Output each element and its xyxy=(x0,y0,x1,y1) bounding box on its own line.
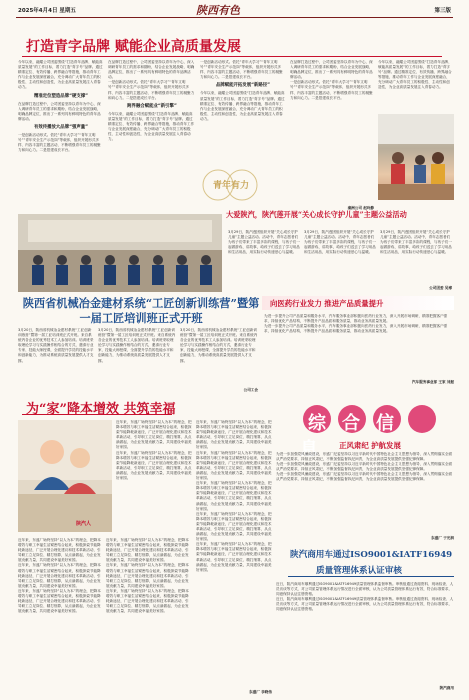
article3-p2: 3月20日，陕西省机械冶金建材系统“工匠创新训练营”暨第一届工匠培训班正式开班。来自系统内各企业的优秀技术工人参加培训。培训班采取理论学习与实践操作相结合的方式，邀请行业专家、技能大师授课，全面提升学员的技能水平和创新能力，为推动系统高质量发展提供人才支撑。 xyxy=(98,328,176,363)
article5-col1 xyxy=(116,420,192,532)
article5-photo xyxy=(18,420,112,532)
article5-col3-p1: 近年来，东盛厂始终坚持“以人为本”的理念，把降本增效与职工幸福生活紧密结合起来，积极探索节能降耗新途径，广泛开展合理化建议和技术革新活动，引导职工立足岗位、精打细算，从点滴做起，为企业发展贡献力量，共同建设幸福美好家园。 xyxy=(106,538,189,563)
article1-col5-p1: 今年以来，融耀公司团委围绕“打造青年品牌、赋能高质量发展”的工作目标，着力打造“青字号”品牌。通过精准定位、有效传播、跨界融合等措施，推动青年工作与企业发展深度融合，充分调动广大青年员工的积极性、主动性和创造性，为企业高质量发展注入青春动力。 xyxy=(378,60,452,90)
article2-col1 xyxy=(228,230,300,292)
article5-col4-p4: 近年来，东盛厂始终坚持“以人为本”的理念，把降本增效与职工幸福生活紧密结合起来，积极探索节能降耗新途径，广泛开展合理化建议和技术革新活动，引导职工立足岗位、精打细算，从点滴做起，为企业发展贡献力量，共同建设幸福美好家园。 xyxy=(196,511,272,542)
article5-title-rule xyxy=(22,414,172,415)
article1-author: 秦洲公司 赵玲静 xyxy=(347,206,374,210)
article5-col3-p3: 近年来，东盛厂始终坚持“以人为本”的理念，把降本增效与职工幸福生活紧密结合起来，积极探索节能降耗新途径，广泛开展合理化建议和技术革新活动，引导职工立足岗位、精打细算，从点滴做起，为企业发展贡献力量，共同建设幸福美好家园。 xyxy=(106,588,189,614)
article7-p1: 近日，陕汽商用车顺利通过ISO9001&IATF16949质量管理体系监督审核。审核组通过查阅资料、现场检查、人员访谈等方式，对公司质量管理体系运行情况进行全面审核，认为公司质量管理体系运行有效，符合标准要求，同意保持认证注册资格。 xyxy=(276,582,454,597)
article5-author: 东盛厂 李晓伟 xyxy=(249,690,272,694)
article7-title-line1: 陕汽商用车通过ISO9001&IATF16949 xyxy=(290,550,453,560)
article1-col1-p2: 在品牌打造过程中，公司团委坚持以青年为中心，深入调研青年员工的需求和期盼，结合企业发展战略，明确品牌定位，推出了一系列具有鲜明特色的青年品牌活动。 xyxy=(18,101,101,121)
article1-sub4: 品牌赋能开拓发展“新路径” xyxy=(215,83,271,89)
article4-title: 向医药行业发力 推进产品质量提升 xyxy=(270,299,384,308)
article5-col2-p2: 近年来，东盛厂始终坚持“以人为本”的理念，把降本增效与职工幸福生活紧密结合起来，积极探索节能降耗新途径，广泛开展合理化建议和技术革新活动，引导职工立足岗位、精打细算，从点滴做起，为企业发展贡献力量，共同建设幸福美好家园。 xyxy=(18,563,101,588)
article1-photo xyxy=(18,214,222,292)
article5-col2 xyxy=(18,538,102,694)
article3-col3 xyxy=(180,328,258,388)
article6-p3: 为进一步加强党风廉政建设，东盛厂纪委坚持以习近平新时代中国特色社会主义思想为指导，深入贯彻落实全面从严治党要求，持续正风肃纪，不断加强监督执纪问责，为企业高质量发展提供坚强纪律保障。 xyxy=(276,472,453,482)
article1-col2-p3: 今年以来，融耀公司团委围绕“打造青年品牌、赋能高质量发展”的工作目标，着力打造“青字号”品牌。通过精准定位、有效传播、跨界融合等措施，推动青年工作与企业发展深度融合，充分调动广大青年员工的积极性、主动性和创造性，为企业高质量发展注入青春动力。 xyxy=(108,111,195,142)
article7-p2: 近日，陕汽商用车顺利通过ISO9001&IATF16949质量管理体系监督审核。审核组通过查阅资料、现场检查、人员访谈等方式，对公司质量管理体系运行情况进行全面审核，认为公司质量管理体系运行有效，符合标准要求，同意保持认证注册资格。 xyxy=(276,597,454,612)
article2-p3: 3月29日，陕汽莲团组织开展“关心成长守护儿童”主题公益活动。活动中，青年志愿者们为孩子们带来了丰富多彩的课程，与孩子们一起做游戏、讲故事，给孩子们送去了学习用品和生活用品，用实际行动传递爱心与温暖。 xyxy=(380,230,452,255)
article2-p2: 3月29日，陕汽莲团组织开展“关心成长守护儿童”主题公益活动。活动中，青年志愿者们为孩子们带来了丰富多彩的课程，与孩子们一起做游戏、讲故事，给孩子们送去了学习用品和生活用品，用实际行动传递爱心与温暖。 xyxy=(304,230,376,255)
article3-title: 陕西省机械冶金建材系统“工匠创新训练营”暨第一届工匠培训班正式开班 xyxy=(22,296,260,325)
article5-col3 xyxy=(106,538,192,694)
article3-col1 xyxy=(18,328,94,394)
article5-title: 为“家”降本增效 共筑幸福 xyxy=(26,402,176,417)
article3-p1: 3月20日，陕西省机械冶金建材系统“工匠创新训练营”暨第一届工匠培训班正式开班。来自系统内各企业的优秀技术工人参加培训。培训班采取理论学习与实践操作相结合的方式，邀请行业专家、技能大师授课，全面提升学员的技能水平和创新能力，为推动系统高质量发展提供人才支撑。 xyxy=(18,328,94,363)
article1-col4 xyxy=(290,60,374,206)
article6-title-text: 综合信息 xyxy=(300,413,410,460)
article1-sub2: 有效传播放大品牌“强声量” xyxy=(33,125,89,131)
article5-col4-p1: 近年来，东盛厂始终坚持“以人为本”的理念，把降本增效与职工幸福生活紧密结合起来，积极探索节能降耗新途径，广泛开展合理化建议和技术革新活动，引导职工立足岗位、精打细算，从点滴做起，为企业发展贡献力量，共同建设幸福美好家园。 xyxy=(196,420,272,450)
article3-p3: 3月20日，陕西省机械冶金建材系统“工匠创新训练营”暨第一届工匠培训班正式开班。来自系统内各企业的优秀技术工人参加培训。培训班采取理论学习与实践操作相结合的方式，邀请行业专家、技能大师授课，全面提升学员的技能水平和创新能力，为推动系统高质量发展提供人才支撑。 xyxy=(180,328,258,363)
article5-col4-p2: 近年来，东盛厂始终坚持“以人为本”的理念，把降本增效与职工幸福生活紧密结合起来，积极探索节能降耗新途径，广泛开展合理化建议和技术革新活动，引导职工立足岗位、精打细算，从点滴做起，为企业发展贡献力量，共同建设幸福美好家园。 xyxy=(196,450,272,481)
article5-col1-p1: 近年来，东盛厂始终坚持“以人为本”的理念，把降本增效与职工幸福生活紧密结合起来，积极探索节能降耗新途径，广泛开展合理化建议和技术革新活动，引导职工立足岗位、精打细算，从点滴做起，为企业发展贡献力量，共同建设幸福美好家园。 xyxy=(116,420,192,450)
article4-p2: 为进一步提升公司产品质量和服务水平，汽车服务事业部积极向医药行业发力，深入开展市场调研，精准把握客户需求，持续优化产品结构，不断提升产品品质和服务质量，推动业务高质量发展。 xyxy=(264,324,448,334)
article1-title: 打造青字品牌 赋能企业高质量发展 xyxy=(26,39,241,55)
youth-badge-text: 青年有力 xyxy=(212,181,249,191)
page-number: 第三版 xyxy=(434,8,451,14)
article1-col2-p2: 一是创新活动形式。依托“青年大学习”“青年文明号”“青年安全生产示范岗”等载体，组织开展形式多样、内容丰富的主题活动，不断增强青年员工的凝聚力和向心力。二是搭建成长平台。 xyxy=(108,80,195,100)
article1-col1-p3: 一是创新活动形式。依托“青年大学习”“青年文明号”“青年安全生产示范岗”等载体，组织开展形式多样、内容丰富的主题活动，不断增强青年员工的凝聚力和向心力。二是搭建成长平台。 xyxy=(18,133,101,153)
article7-title-line2: 质量管理体系认证审核 xyxy=(316,566,402,576)
article1-col1-p1: 今年以来，融耀公司团委围绕“打造青年品牌、赋能高质量发展”的工作目标，着力打造“青字号”品牌。通过精准定位、有效传播、跨界融合等措施，推动青年工作与企业发展深度融合，充分调动广大青年员工的积极性、主动性和创造性，为企业高质量发展注入青春动力。 xyxy=(18,60,103,90)
article5-col4 xyxy=(196,420,272,688)
page-date: 2025年4月4日 星期五 xyxy=(18,8,76,14)
article7-body xyxy=(276,582,454,682)
article3-author: 公司工会 xyxy=(243,388,258,392)
youth-badge xyxy=(200,168,260,202)
article3-col2 xyxy=(98,328,176,394)
article5-col3-p2: 近年来，东盛厂始终坚持“以人为本”的理念，把降本增效与职工幸福生活紧密结合起来，积极探索节能降耗新途径，广泛开展合理化建议和技术革新活动，引导职工立足岗位、精打细算，从点滴做起，为企业发展贡献力量，共同建设幸福美好家园。 xyxy=(106,563,189,588)
article2-photo xyxy=(378,114,454,200)
article1-title-underline xyxy=(22,56,442,57)
article1-col4-p2: 一是创新活动形式。依托“青年大学习”“青年文明号”“青年安全生产示范岗”等载体，组织开展形式多样、内容丰富的主题活动，不断增强青年员工的凝聚力和向心力。二是搭建成长平台。 xyxy=(290,80,373,100)
article4-body xyxy=(264,314,454,378)
article6-p2: 为进一步加强党风廉政建设，东盛厂纪委坚持以习近平新时代中国特色社会主义思想为指导，深入贯彻落实全面从严治党要求，持续正风肃纪，不断加强监督执纪问责，为企业高质量发展提供坚强纪律保障。 xyxy=(276,462,453,472)
article6-author: 东盛厂 于光润 xyxy=(431,536,454,540)
article1-sub1: 精准定位塑造品牌“硬支撑” xyxy=(33,93,89,99)
article1-sub3: 跨界融合赋能业“新引擎” xyxy=(127,103,177,109)
article5-col1-p2: 近年来，东盛厂始终坚持“以人为本”的理念，把降本增效与职工幸福生活紧密结合起来，积极探索节能降耗新途径，广泛开展合理化建议和技术革新活动，引导职工立足岗位、精打细算，从点滴做起，为企业发展贡献力量，共同建设幸福美好家园。 xyxy=(116,450,192,481)
article4-author: 汽车服务事业部 王家 刘振 xyxy=(411,380,454,384)
article1-col4-p1: 在品牌打造过程中，公司团委坚持以青年为中心，深入调研青年员工的需求和期盼，结合企业发展战略，明确品牌定位，推出了一系列具有鲜明特色的青年品牌活动。 xyxy=(290,60,373,80)
article5-photo-caption: 陕汽人 xyxy=(76,521,92,527)
article5-col4-p3: 近年来，东盛厂始终坚持“以人为本”的理念，把降本增效与职工幸福生活紧密结合起来，积极探索节能降耗新途径，广泛开展合理化建议和技术革新活动，引导职工立足岗位、精打细算，从点滴做起，为企业发展贡献力量，共同建设幸福美好家园。 xyxy=(196,481,272,511)
article4-p1: 为进一步提升公司产品质量和服务水平，汽车服务事业部积极向医药行业发力，深入开展市场调研，精准把握客户需求，持续优化产品结构，不断提升产品品质和服务质量，推动业务高质量发展。 xyxy=(264,314,448,324)
article2-col2 xyxy=(304,230,376,292)
article7-author: 陕汽商用 xyxy=(439,686,454,690)
article2-title: 大爱陕汽，陕汽莲开展“关心成长守护儿童”主题公益活动 xyxy=(226,210,407,219)
article2-author: 公司团委 吴博 xyxy=(429,286,452,290)
article5-col4-p5: 近年来，东盛厂始终坚持“以人为本”的理念，把降本增效与职工幸福生活紧密结合起来，积极探索节能降耗新途径，广泛开展合理化建议和技术革新活动，引导职工立足岗位、精打细算，从点滴做起，为企业发展贡献力量，共同建设幸福美好家园。 xyxy=(196,542,272,572)
article2-col3 xyxy=(380,230,452,286)
article1-col2 xyxy=(108,60,196,210)
article1-col3-p1: 一是创新活动形式。依托“青年大学习”“青年文明号”“青年安全生产示范岗”等载体，组织开展形式多样、内容丰富的主题活动，不断增强青年员工的凝聚力和向心力。二是搭建成长平台。 xyxy=(200,60,283,80)
article6-p1: 为进一步加强党风廉政建设，东盛厂纪委坚持以习近平新时代中国特色社会主义思想为指导，深入贯彻落实全面从严治党要求，持续正风肃纪，不断加强监督执纪问责，为企业高质量发展提供坚强纪律保障。 xyxy=(276,452,453,462)
article5-col2-p1: 近年来，东盛厂始终坚持“以人为本”的理念，把降本增效与职工幸福生活紧密结合起来，积极探索节能降耗新途径，广泛开展合理化建议和技术革新活动，引导职工立足岗位、精打细算，从点滴做起，为企业发展贡献力量，共同建设幸福美好家园。 xyxy=(18,538,101,563)
article1-col3-p2: 今年以来，融耀公司团委围绕“打造青年品牌、赋能高质量发展”的工作目标，着力打造“青字号”品牌。通过精准定位、有效传播、跨界融合等措施，推动青年工作与企业发展深度融合，充分调动广大青年员工的积极性、主动性和创造性，为企业高质量发展注入青春动力。 xyxy=(200,91,285,121)
header-rule xyxy=(16,17,453,18)
article1-col2-p1: 在品牌打造过程中，公司团委坚持以青年为中心，深入调研青年员工的需求和期盼，结合企业发展战略，明确品牌定位，推出了一系列具有鲜明特色的青年品牌活动。 xyxy=(108,60,195,80)
article2-p1: 3月29日，陕汽莲团组织开展“关心成长守护儿童”主题公益活动。活动中，青年志愿者们为孩子们带来了丰富多彩的课程，与孩子们一起做游戏、讲故事，给孩子们送去了学习用品和生活用品，用实际行动传递爱心与温暖。 xyxy=(228,230,300,255)
article7-title-rule xyxy=(288,576,454,577)
article6-subtitle: 正风肃纪 护航发展 xyxy=(339,441,401,450)
article5-col2-p3: 近年来，东盛厂始终坚持“以人为本”的理念，把降本增效与职工幸福生活紧密结合起来，积极探索节能降耗新途径，广泛开展合理化建议和技术革新活动，引导职工立足岗位、精打细算，从点滴做起，为企业发展贡献力量，共同建设幸福美好家园。 xyxy=(18,588,101,614)
article6-body xyxy=(276,452,454,536)
article1-col1 xyxy=(18,60,104,210)
masthead: 陕西有色 xyxy=(196,4,240,17)
